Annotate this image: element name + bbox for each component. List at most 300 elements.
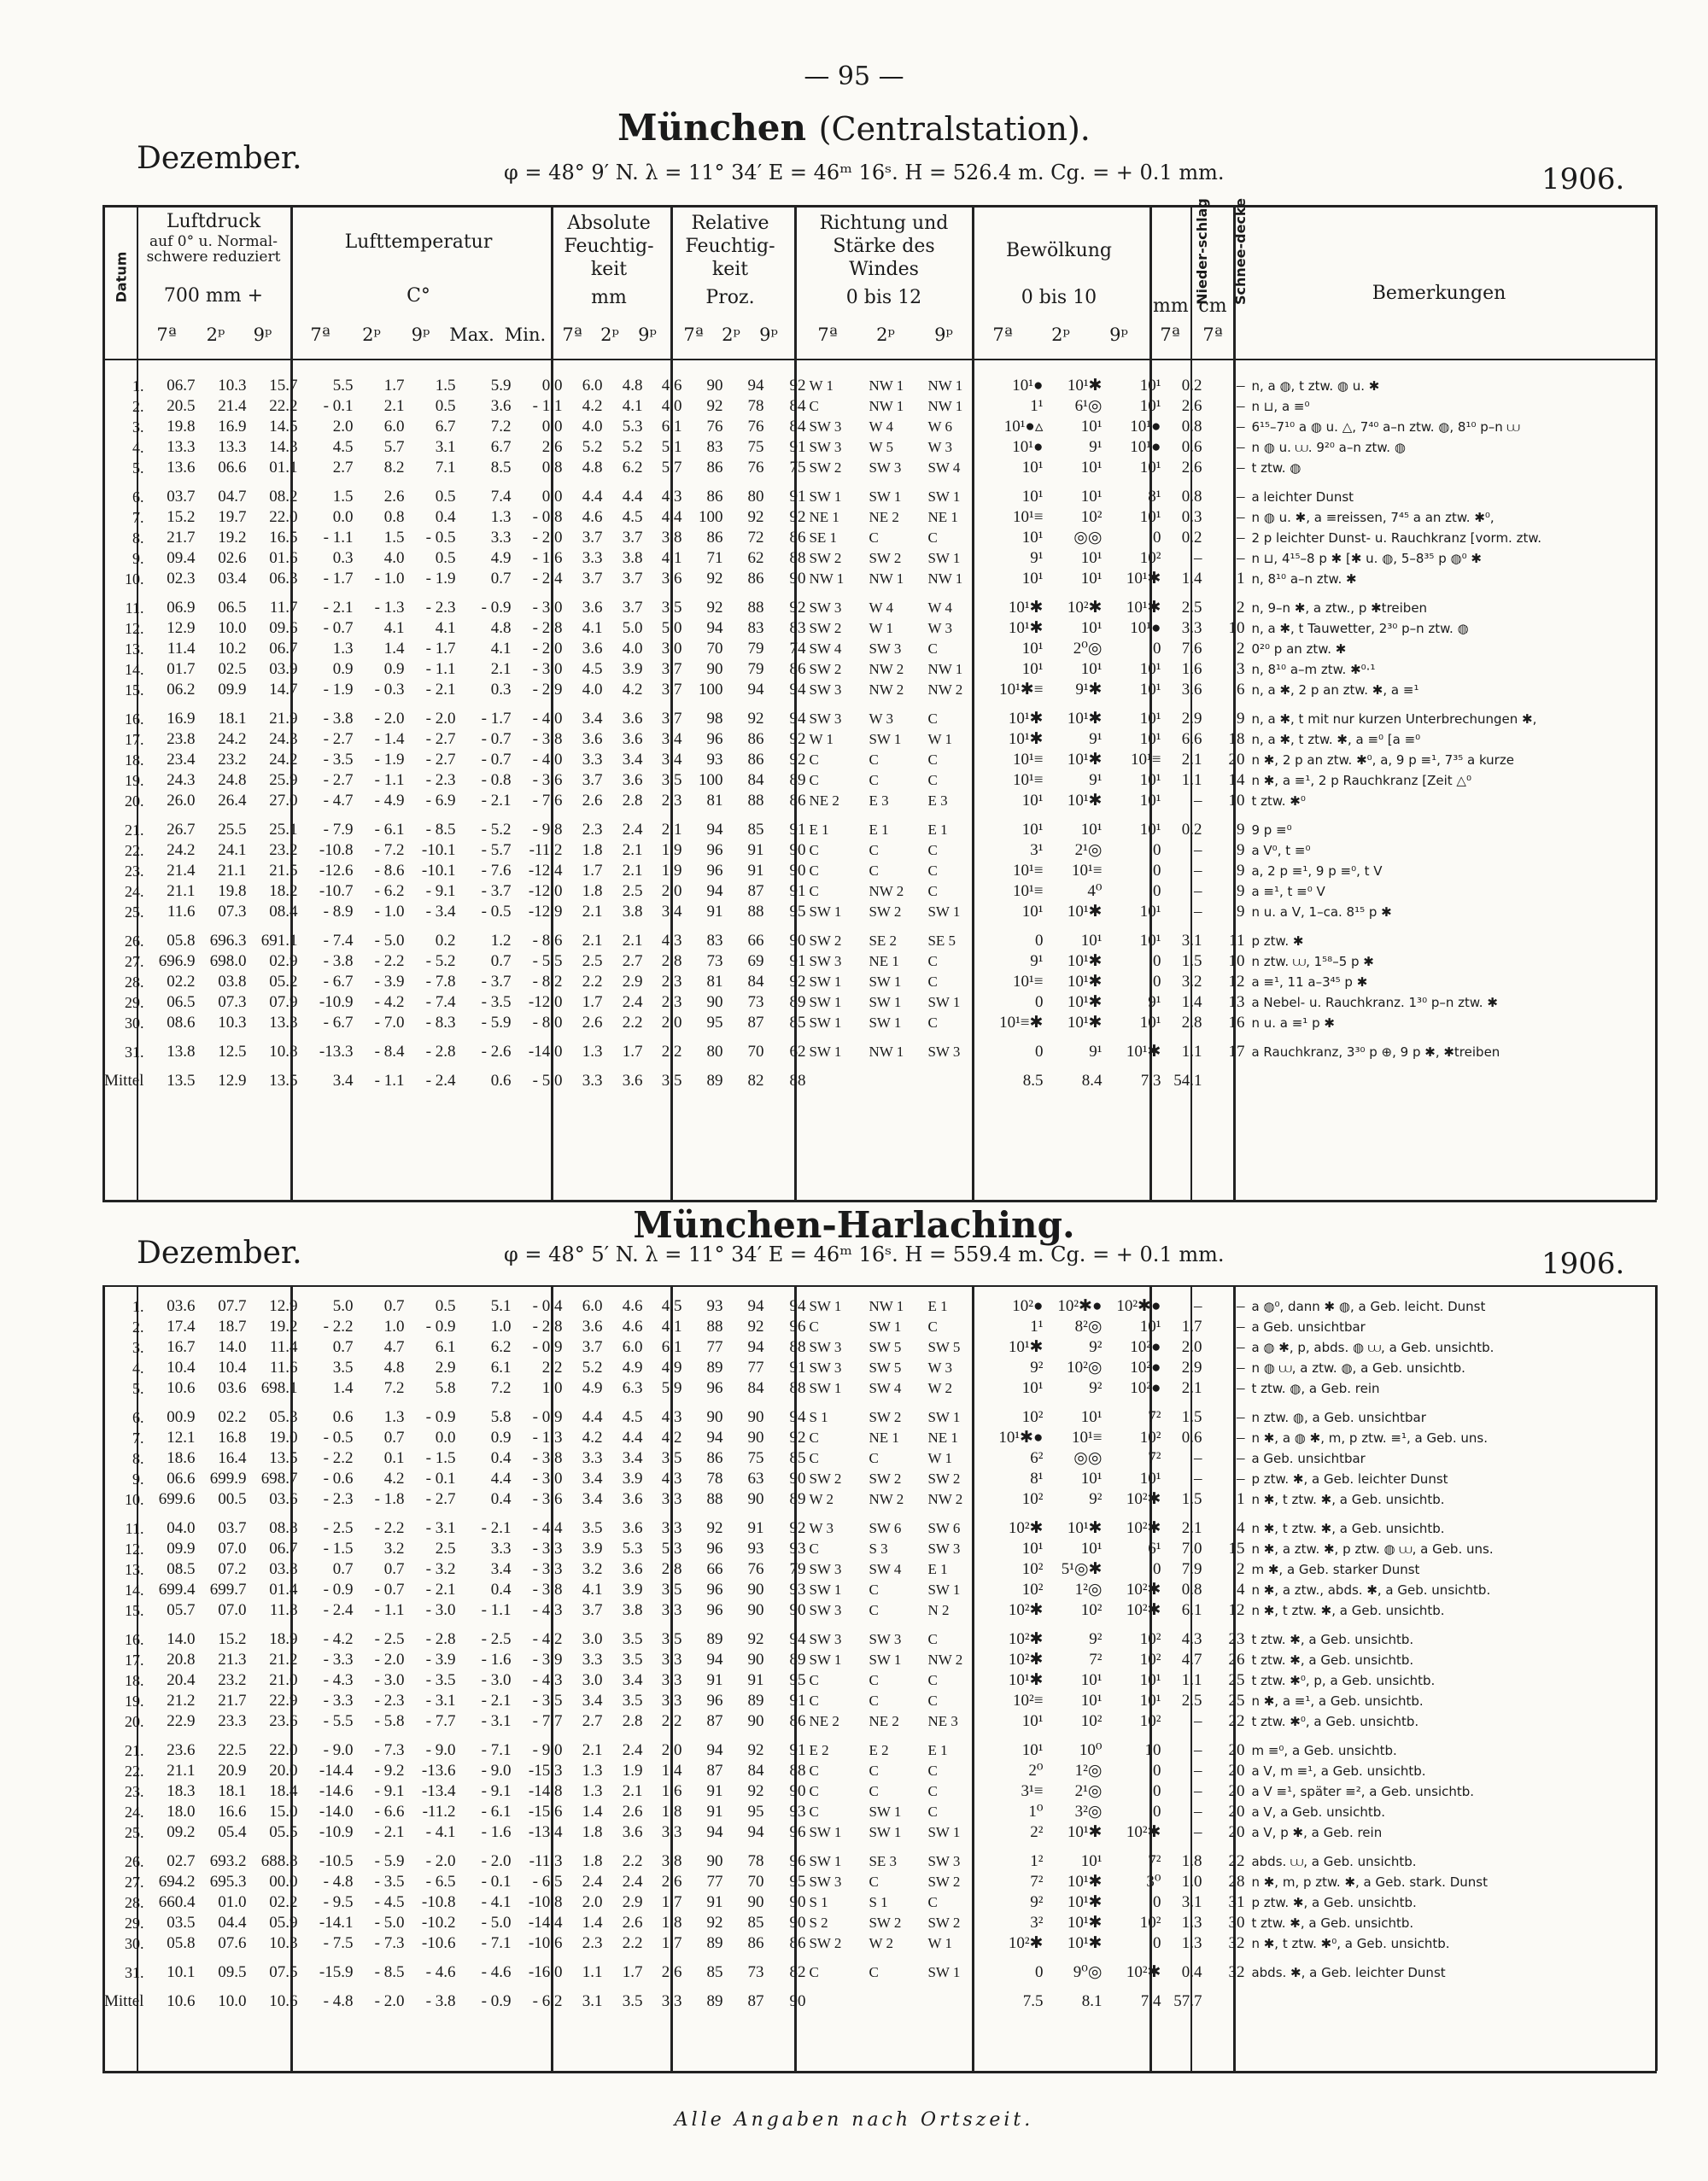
cell-rel-7a: 77 xyxy=(706,1338,723,1356)
table-row xyxy=(102,1691,1669,1711)
cell-luftdruck-2p: 21.3 xyxy=(218,1651,247,1669)
cell-luftdruck-9p: 21.9 xyxy=(269,710,298,728)
cell-luftdruck-7a: 24.3 xyxy=(167,771,196,789)
table-row xyxy=(102,618,1669,639)
cell-abs-9p: 3.8 xyxy=(661,529,682,547)
cell-temp-7a: - 2.2 xyxy=(323,1449,354,1467)
cell-bew-7a: 10² xyxy=(1021,1581,1044,1599)
cell-rel-9p: 88 xyxy=(789,1379,806,1397)
cell-bew-2p: 10¹✱ xyxy=(1067,1519,1103,1537)
cell-luftdruck-2p: 699.7 xyxy=(209,1581,247,1599)
cell-abs-7a: 2.1 xyxy=(582,932,603,950)
cell-temp-max: - 0.8 xyxy=(481,771,512,789)
cell-luftdruck-7a: 09.4 xyxy=(167,549,196,567)
cell-temp-9p: - 5.2 xyxy=(425,952,456,970)
cell-temp-9p: -10.6 xyxy=(421,1934,456,1952)
cell-bemerkungen: a V, m ≡¹, a Geb. unsichtb. xyxy=(1251,1763,1426,1779)
cell-abs-2p: 4.4 xyxy=(622,488,643,506)
cell-luftdruck-9p: 21.0 xyxy=(269,1671,298,1689)
cell-temp-max: - 1.7 xyxy=(481,710,512,728)
cell-luftdruck-2p: 21.1 xyxy=(218,862,247,880)
cell-wind-9p: NE 1 xyxy=(927,1430,958,1446)
cell-abs-7a: 3.3 xyxy=(582,1449,603,1467)
cell-wind-7a: SW 3 xyxy=(809,953,842,969)
cell-temp-max: - 7.1 xyxy=(481,1934,512,1952)
cell-bemerkungen: n, a ✱, t Tauwetter, 2³⁰ p–n ztw. ◍ xyxy=(1251,621,1469,636)
cell-datum: 29. xyxy=(124,994,144,1011)
cell-rel-2p: 93 xyxy=(747,1540,764,1558)
cell-bew-9p: 10¹ xyxy=(1139,932,1161,950)
cell-wind-9p: NW 1 xyxy=(927,661,963,677)
cell-wind-2p: E 1 xyxy=(869,822,889,838)
header-schnee-unit: cm xyxy=(1198,295,1227,317)
cell-abs-9p: 3.3 xyxy=(661,1490,682,1508)
cell-bew-2p: 9¹ xyxy=(1089,438,1103,456)
cell-rel-2p: 76 xyxy=(747,459,764,477)
cell-luftdruck-2p: 07.2 xyxy=(218,1560,247,1578)
cell-bew-9p: 9¹ xyxy=(1148,993,1161,1011)
cell-rel-2p: 79 xyxy=(747,640,764,658)
cell-wind-9p: SW 2 xyxy=(927,1471,961,1487)
cell-temp-9p: - 6.5 xyxy=(425,1873,456,1891)
cell-rel-7a: 92 xyxy=(706,1914,723,1932)
cell-rel-7a: 86 xyxy=(706,488,723,506)
cell-abs-9p: 4.3 xyxy=(661,488,682,506)
cell-rel-2p: 84 xyxy=(747,973,764,991)
cell-wind-9p: SW 3 xyxy=(927,1541,961,1557)
cell-temp-9p: - 3.5 xyxy=(425,1671,456,1689)
cell-wind-7a: C xyxy=(809,862,819,879)
cell-luftdruck-9p: 09.6 xyxy=(269,619,298,637)
cell-temp-9p: - 3.1 xyxy=(425,1692,456,1710)
cell-abs-2p: 2.6 xyxy=(622,1914,643,1932)
cell-abs-9p: 5.1 xyxy=(661,438,682,456)
cell-wind-7a: SW 1 xyxy=(809,1824,842,1840)
cell-luftdruck-7a: 20.5 xyxy=(167,397,196,415)
cell-temp-7a: - 6.7 xyxy=(323,973,354,991)
cell-bew-7a: 10¹≡ xyxy=(1013,973,1044,991)
cell-wind-9p: C xyxy=(927,1014,938,1031)
cell-luftdruck-2p: 19.8 xyxy=(218,882,247,900)
cell-abs-9p: 4.0 xyxy=(661,397,682,415)
cell-luftdruck-2p: 02.2 xyxy=(218,1408,247,1426)
cell-temp-9p: 0.5 xyxy=(435,397,456,415)
cell-datum: 14. xyxy=(124,661,144,678)
cell-wind-9p: C xyxy=(927,883,938,899)
cell-schneedecke: – xyxy=(1236,397,1245,415)
cell-luftdruck-7a: 09.9 xyxy=(167,1540,196,1558)
cell-abs-2p: 2.4 xyxy=(622,1741,643,1759)
cell-wind-9p: C xyxy=(927,953,938,969)
cell-abs-9p: 4.6 xyxy=(661,377,682,395)
cell-abs-2p: 3.5 xyxy=(622,1692,643,1710)
cell-temp-2p: 2.1 xyxy=(383,397,405,415)
cell-abs-9p: 3.6 xyxy=(661,570,682,588)
cell-wind-7a: SW 1 xyxy=(809,903,842,920)
cell-rel-2p: 86 xyxy=(747,751,764,769)
cell-wind-7a: C xyxy=(809,1763,819,1779)
cell-temp-9p: 1.5 xyxy=(435,377,456,395)
cell-temp-2p: 5.7 xyxy=(383,438,405,456)
cell-wind-9p: SW 1 xyxy=(927,903,961,920)
cell-wind-9p: C xyxy=(927,842,938,858)
cell-temp-max: 5.1 xyxy=(490,1297,512,1315)
cell-luftdruck-9p: 20.0 xyxy=(269,1762,298,1780)
cell-datum: 25. xyxy=(124,1824,144,1841)
cell-temp-7a: - 2.5 xyxy=(323,1519,354,1537)
cell-bew-9p: 7.3 xyxy=(1140,1072,1161,1090)
header-rel-feucht: Relative Feuchtig-keit xyxy=(685,213,775,280)
cell-niederschlag: 3.2 xyxy=(1181,973,1202,991)
cell-rel-2p: 78 xyxy=(747,1852,764,1870)
cell-luftdruck-7a: 694.2 xyxy=(158,1873,196,1891)
cell-niederschlag: 7.0 xyxy=(1181,1540,1202,1558)
cell-wind-7a: SW 3 xyxy=(809,1359,842,1376)
cell-rel-9p: 92 xyxy=(789,1429,806,1447)
cell-wind-7a: C xyxy=(809,1964,819,1980)
cell-rel-2p: 73 xyxy=(747,993,764,1011)
cell-bemerkungen: a Rauchkranz, 3³⁰ p ⊕, 9 p ✱, ✱treiben xyxy=(1251,1044,1500,1060)
coordinates: φ = 48° 9′ N. λ = 11° 34′ E = 46ᵐ 16ˢ. H = 526.4 m. Cg. = + 0.1 mm. xyxy=(504,161,1225,184)
sub-2p: 2ᵖ xyxy=(722,325,740,345)
cell-bew-2p: 10¹ xyxy=(1080,418,1103,436)
cell-temp-9p: - 7.7 xyxy=(425,1712,456,1730)
cell-luftdruck-2p: 00.5 xyxy=(218,1490,247,1508)
cell-wind-2p: NW 1 xyxy=(869,1044,904,1060)
cell-schneedecke: 30 xyxy=(1228,1914,1245,1932)
cell-wind-9p: C xyxy=(927,1672,938,1688)
cell-temp-7a: -10.9 xyxy=(319,1823,354,1841)
cell-schneedecke: – xyxy=(1236,1318,1245,1336)
cell-temp-9p: - 3.2 xyxy=(425,1560,456,1578)
cell-abs-9p: 4.3 xyxy=(661,932,682,950)
cell-schneedecke: 14 xyxy=(1228,771,1245,789)
cell-bew-9p: 10²✱ xyxy=(1126,1963,1161,1981)
cell-temp-2p: - 8.6 xyxy=(374,862,405,880)
cell-datum: 6. xyxy=(132,1409,144,1426)
cell-luftdruck-9p: 05.9 xyxy=(269,1914,298,1932)
cell-bew-2p: 10¹ xyxy=(1080,459,1103,477)
cell-wind-7a: SW 4 xyxy=(809,640,842,657)
cell-bemerkungen: n ⊔, a ≡⁰ xyxy=(1251,399,1310,414)
cell-abs-7a: 4.9 xyxy=(582,1379,603,1397)
cell-bemerkungen xyxy=(1246,1983,1669,2012)
cell-bew-2p: 10¹✱ xyxy=(1067,952,1103,970)
cell-bew-2p: 10¹✱ xyxy=(1067,1823,1103,1841)
cell-wind-7a: SW 2 xyxy=(809,661,842,677)
cell-bew-9p: 10²✱ xyxy=(1126,1581,1161,1599)
cell-rel-2p: 83 xyxy=(747,619,764,637)
cell-wind-2p: NW 2 xyxy=(869,661,904,677)
cell-bemerkungen: n ✱, a ztw., abds. ✱, a Geb. unsichtb. xyxy=(1251,1582,1491,1598)
station-name: München xyxy=(617,107,807,149)
cell-wind-9p: SW 3 xyxy=(927,1853,961,1869)
cell-temp-min: - 3.6 xyxy=(532,1490,563,1508)
cell-luftdruck-2p: 07.0 xyxy=(218,1540,247,1558)
cell-bew-9p: 10¹ xyxy=(1139,459,1161,477)
cell-bew-2p: 10¹✱ xyxy=(1067,1914,1103,1932)
cell-temp-9p: 4.1 xyxy=(435,619,456,637)
cell-abs-9p: 5.7 xyxy=(661,459,682,477)
cell-wind-7a: SW 3 xyxy=(809,1561,842,1577)
cell-rel-7a: 91 xyxy=(706,903,723,921)
cell-temp-7a: 1.4 xyxy=(332,1379,354,1397)
cell-wind-2p: NW 1 xyxy=(869,377,904,394)
cell-niederschlag: 1.1 xyxy=(1181,1043,1202,1061)
cell-bemerkungen: p ztw. ✱, a Geb. unsichtb. xyxy=(1251,1895,1417,1910)
cell-wind-9p: SW 1 xyxy=(927,550,961,566)
cell-niederschlag: 1.5 xyxy=(1181,1408,1202,1426)
cell-temp-max: 2.1 xyxy=(490,660,512,678)
sub-7a: 7ª xyxy=(156,325,177,345)
cell-rel-2p: 90 xyxy=(747,1581,764,1599)
cell-bew-9p: 10¹✱ xyxy=(1126,599,1161,617)
sub-max: Max. xyxy=(449,325,494,345)
cell-bew-7a: 10²≡ xyxy=(1013,1692,1044,1710)
cell-schneedecke: 2 xyxy=(1236,1560,1245,1578)
cell-abs-7a: 3.6 xyxy=(582,1318,603,1336)
cell-wind-9p: NE 1 xyxy=(927,509,958,525)
cell-wind-7a: SW 1 xyxy=(809,1853,842,1869)
header-wind-unit: 0 bis 12 xyxy=(845,287,922,308)
cell-wind-9p: W 1 xyxy=(927,731,952,747)
cell-temp-max: - 9.1 xyxy=(481,1782,512,1800)
cell-abs-2p: 3.9 xyxy=(622,1581,643,1599)
cell-temp-min: 0.0 xyxy=(541,377,563,395)
cell-bew-9p: 10¹ xyxy=(1139,1014,1161,1032)
cell-bew-7a: 10¹✱ xyxy=(1008,1338,1044,1356)
cell-wind-9p: C xyxy=(927,772,938,788)
cell-bemerkungen: n ✱, t ztw. ✱, a Geb. unsichtb. xyxy=(1251,1521,1445,1536)
cell-wind-2p: C xyxy=(869,529,879,546)
cell-wind-7a: S 1 xyxy=(809,1894,828,1910)
cell-luftdruck-9p: 05.2 xyxy=(269,973,298,991)
cell-wind-9p: NW 1 xyxy=(927,377,963,394)
cell-abs-9p: 3.5 xyxy=(661,599,682,617)
cell-schneedecke: 3 xyxy=(1236,660,1245,678)
cell-datum: 14. xyxy=(124,1582,144,1599)
cell-rel-2p: 84 xyxy=(747,1762,764,1780)
cell-temp-2p: - 2.0 xyxy=(374,1651,405,1669)
cell-temp-2p: - 2.2 xyxy=(374,952,405,970)
cell-luftdruck-7a: 04.0 xyxy=(167,1519,196,1537)
cell-abs-9p: 4.3 xyxy=(661,1470,682,1488)
cell-luftdruck-9p: 11.8 xyxy=(269,1601,298,1619)
cell-temp-7a: - 5.5 xyxy=(323,1712,354,1730)
cell-bew-2p: 10¹✱ xyxy=(1067,1014,1103,1032)
cell-schneedecke xyxy=(1203,1983,1246,2012)
cell-bew-9p: 10²● xyxy=(1130,1379,1161,1397)
cell-temp-9p: -10.2 xyxy=(421,1914,456,1932)
cell-schneedecke: 20 xyxy=(1228,1741,1245,1759)
cell-bew-7a: 10²✱ xyxy=(1008,1601,1044,1619)
cell-wind-9p: W 3 xyxy=(927,620,952,636)
cell-bew-7a: 10¹✱ xyxy=(1008,599,1044,617)
cell-luftdruck-2p: 03.6 xyxy=(218,1379,247,1397)
cell-wind-7a: SW 3 xyxy=(809,1602,842,1618)
cell-bemerkungen: 2 p leichter Dunst- u. Rauchkranz [vorm. ztw. xyxy=(1251,530,1542,546)
cell-abs-7a: 1.8 xyxy=(582,882,603,900)
cell-temp-7a: - 7.9 xyxy=(323,821,354,839)
table-row xyxy=(102,1559,1669,1580)
cell-luftdruck-2p: 21.7 xyxy=(218,1692,247,1710)
cell-abs-9p: 6.1 xyxy=(661,1338,682,1356)
cell-temp-min: - 9.0 xyxy=(532,1741,563,1759)
cell-bew-9p: 0 xyxy=(1152,952,1161,970)
cell-bew-7a: 3¹ xyxy=(1030,841,1044,859)
cell-wind-9p: NE 3 xyxy=(927,1713,958,1729)
cell-temp-7a: - 2.2 xyxy=(323,1318,354,1336)
cell-luftdruck-2p: 07.3 xyxy=(218,993,247,1011)
cell-bemerkungen: n, a ✱, 2 p an ztw. ✱, a ≡¹ xyxy=(1251,682,1419,698)
cell-temp-max: 7.4 xyxy=(490,488,512,506)
sub-7a: 7ª xyxy=(310,325,330,345)
cell-bew-9p: 0 xyxy=(1152,529,1161,547)
cell-rel-9p: 91 xyxy=(789,488,806,506)
cell-bew-9p: 10¹≡ xyxy=(1131,751,1161,769)
cell-luftdruck-7a: 17.4 xyxy=(167,1318,196,1336)
cell-bew-2p: 7² xyxy=(1089,1651,1103,1669)
cell-luftdruck-2p: 02.5 xyxy=(218,660,247,678)
cell-rel-7a: 90 xyxy=(706,1852,723,1870)
cell-temp-9p: 0.5 xyxy=(435,549,456,567)
cell-luftdruck-7a: 699.6 xyxy=(158,1490,196,1508)
cell-abs-9p: 1.9 xyxy=(661,862,682,880)
cell-rel-9p: 91 xyxy=(789,1692,806,1710)
cell-luftdruck-9p: 25.9 xyxy=(269,771,298,789)
cell-wind-7a: SW 1 xyxy=(809,994,842,1010)
cell-schneedecke: – xyxy=(1236,529,1245,547)
cell-datum: 23. xyxy=(124,1783,144,1800)
cell-rel-7a: 96 xyxy=(706,1692,723,1710)
cell-rel-9p: 94 xyxy=(789,710,806,728)
cell-abs-9p: 4.2 xyxy=(661,1429,682,1447)
cell-abs-9p: 3.3 xyxy=(661,1519,682,1537)
cell-bew-7a: 10¹≡ xyxy=(1013,862,1044,880)
cell-schneedecke: 17 xyxy=(1228,1043,1245,1061)
cell-rel-9p: 79 xyxy=(789,1560,806,1578)
cell-datum: 19. xyxy=(124,772,144,789)
cell-temp-min: - 1.6 xyxy=(532,549,563,567)
cell-rel-7a: 95 xyxy=(706,1014,723,1032)
cell-temp-2p: 0.1 xyxy=(383,1449,405,1467)
cell-niederschlag: 3.1 xyxy=(1181,932,1202,950)
header-nied-unit: mm xyxy=(1153,295,1189,317)
cell-bemerkungen: a ◍⁰, dann ✱ ◍, a Geb. leicht. Dunst xyxy=(1251,1299,1486,1314)
cell-rel-9p: 90 xyxy=(789,1992,806,2010)
table-row xyxy=(102,1337,1669,1358)
cell-rel-7a: 92 xyxy=(706,570,723,588)
cell-abs-2p: 2.9 xyxy=(622,973,643,991)
cell-bemerkungen: a leichter Dunst xyxy=(1251,489,1354,505)
cell-luftdruck-9p: 08.2 xyxy=(269,488,298,506)
cell-temp-7a: -10.9 xyxy=(319,993,354,1011)
table-row xyxy=(102,1510,1669,1539)
cell-datum: 2. xyxy=(132,398,144,415)
cell-abs-7a: 3.3 xyxy=(582,1651,603,1669)
cell-rel-7a: 86 xyxy=(706,459,723,477)
cell-temp-min: - 3.8 xyxy=(532,1581,563,1599)
cell-rel-2p: 90 xyxy=(747,1651,764,1669)
cell-wind-7a: C xyxy=(809,751,819,768)
cell-rel-9p: 82 xyxy=(789,1963,806,1981)
mittel-row xyxy=(102,1983,1669,2012)
cell-bew-9p: 10² xyxy=(1139,549,1161,567)
cell-rel-7a: 73 xyxy=(706,952,723,970)
cell-bew-2p: 9² xyxy=(1089,1379,1103,1397)
cell-abs-2p: 3.5 xyxy=(622,1992,643,2010)
cell-rel-7a: 90 xyxy=(706,1408,723,1426)
cell-temp-9p: 7.1 xyxy=(435,459,456,477)
sub-2p: 2ᵖ xyxy=(1051,325,1070,345)
cell-niederschlag: 2.9 xyxy=(1181,710,1202,728)
cell-rel-7a: 81 xyxy=(706,973,723,991)
table-row xyxy=(102,1843,1669,1872)
cell-wind-7a: SW 1 xyxy=(809,1652,842,1668)
cell-abs-2p: 3.5 xyxy=(622,1651,643,1669)
cell-abs-2p: 2.1 xyxy=(622,1782,643,1800)
cell-abs-2p: 3.7 xyxy=(622,570,643,588)
cell-wind-7a: NE 2 xyxy=(809,1713,839,1729)
cell-temp-2p: - 2.0 xyxy=(374,1992,405,2010)
table-row xyxy=(102,840,1669,861)
cell-niederschlag: 0.6 xyxy=(1181,1429,1202,1447)
cell-rel-9p: 91 xyxy=(789,438,806,456)
cell-temp-9p: - 6.9 xyxy=(425,792,456,810)
cell-bew-2p: 10²✱ xyxy=(1067,599,1103,617)
cell-bemerkungen: n ⊔, 4¹⁵–8 p ✱ [✱ u. ◍, 5–8³⁵ p ◍⁰ ✱ xyxy=(1251,551,1482,566)
cell-abs-2p: 2.4 xyxy=(622,821,643,839)
cell-rel-2p: 80 xyxy=(747,488,764,506)
cell-wind-2p: C xyxy=(869,1693,879,1709)
table-row xyxy=(102,417,1669,437)
cell-bemerkungen: p ztw. ✱, a Geb. leichter Dunst xyxy=(1251,1471,1448,1487)
header-lufttemp-unit: C° xyxy=(407,285,430,307)
cell-temp-9p: - 1.5 xyxy=(425,1449,456,1467)
cell-rel-2p: 88 xyxy=(747,599,764,617)
cell-abs-2p: 3.5 xyxy=(622,1630,643,1648)
cell-temp-2p: - 9.2 xyxy=(374,1762,405,1780)
cell-temp-max: - 3.0 xyxy=(481,1671,512,1689)
cell-rel-7a: 94 xyxy=(706,821,723,839)
cell-niederschlag: 0.8 xyxy=(1181,418,1202,436)
cell-bew-2p: 10¹ xyxy=(1080,619,1103,637)
cell-temp-2p: 4.0 xyxy=(383,549,405,567)
cell-temp-2p: - 2.2 xyxy=(374,1519,405,1537)
cell-temp-9p: -13.6 xyxy=(421,1762,456,1780)
cell-bew-2p: 10¹ xyxy=(1080,488,1103,506)
cell-schneedecke: 18 xyxy=(1228,730,1245,748)
cell-abs-9p: 4.1 xyxy=(661,549,682,567)
cell-temp-max: - 3.7 xyxy=(481,973,512,991)
cell-luftdruck-2p: 25.5 xyxy=(218,821,247,839)
cell-temp-max: 6.1 xyxy=(490,1359,512,1377)
cell-schneedecke: 9 xyxy=(1236,903,1245,921)
cell-wind-2p: W 1 xyxy=(869,620,893,636)
cell-temp-7a: - 0.9 xyxy=(323,1581,354,1599)
cell-temp-9p: - 7.8 xyxy=(425,973,456,991)
cell-schneedecke: 20 xyxy=(1228,751,1245,769)
cell-luftdruck-2p: 693.2 xyxy=(209,1852,247,1870)
cell-wind-7a: NW 1 xyxy=(809,570,845,587)
cell-niederschlag: – xyxy=(1193,1449,1202,1467)
cell-luftdruck-2p: 07.3 xyxy=(218,903,247,921)
cell-temp-2p: - 7.0 xyxy=(374,1014,405,1032)
cell-abs-2p: 3.6 xyxy=(622,1519,643,1537)
cell-abs-9p: 6.1 xyxy=(661,418,682,436)
cell-luftdruck-2p: 16.6 xyxy=(218,1803,247,1821)
cell-temp-max: - 0.5 xyxy=(481,903,512,921)
